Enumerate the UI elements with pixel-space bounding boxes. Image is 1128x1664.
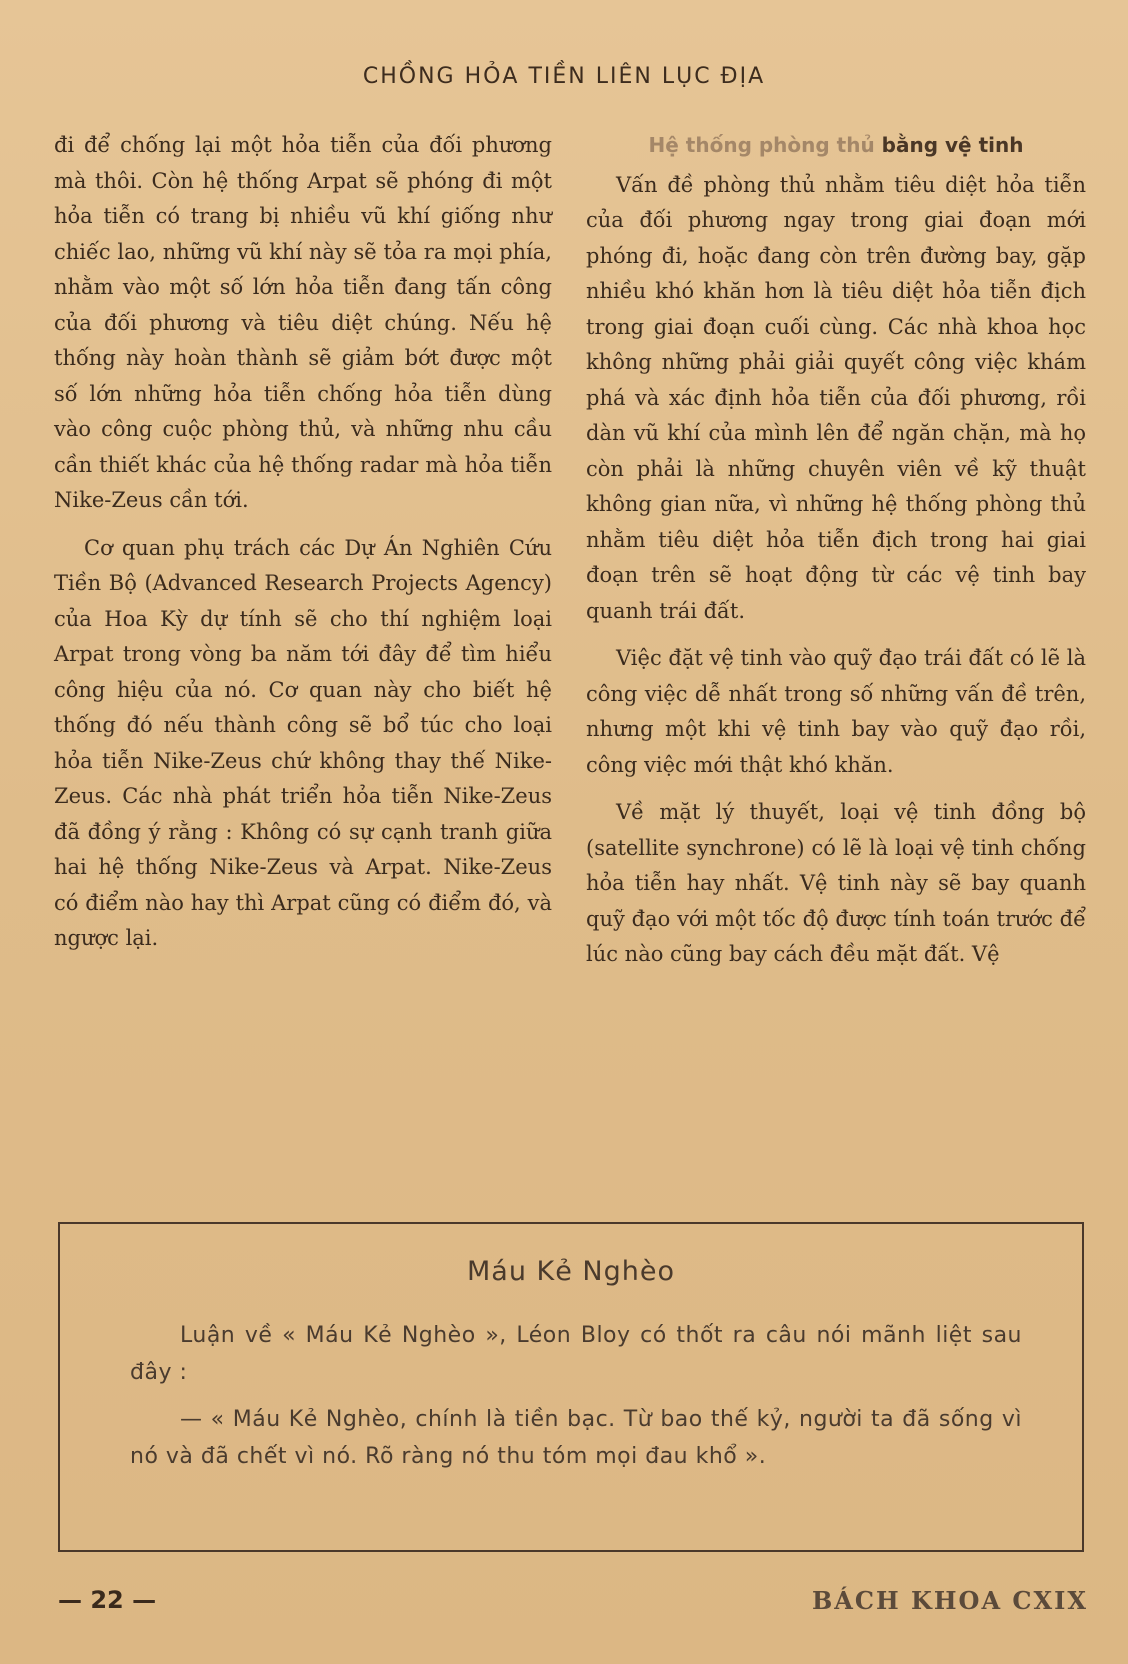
- right-paragraph-2: Việc đặt vệ tinh vào quỹ đạo trái đất có lẽ là công việc dễ nhất trong số những vấn đề trên, nhưng một khi vệ tinh bay vào quỹ đạo rồi, công việc mới thật khó khăn.: [586, 646, 1086, 777]
- boxed-quote: [58, 1222, 1084, 1552]
- subheading-faded-text: Hệ thống phòng thủ: [648, 133, 875, 157]
- right-paragraph-1: Vấn đề phòng thủ nhằm tiêu diệt hỏa tiễn của đối phương ngay trong giai đoạn mới phóng đi, hoặc đang còn trên đường bay, gặp nhiều khó khăn hơn là tiêu diệt hỏa tiễn địch trong giai đoạn cuối cùng. Các nhà khoa học không những phải giải quyết công việc khám phá và xác định hỏa tiễn của đối phương, rồi dàn vũ khí của mình lên để ngăn chặn, mà họ còn phải là những chuyên viên về kỹ thuật không gian nữa, vì những hệ thống phòng thủ nhằm tiêu diệt hỏa tiễn địch trong hai giai đoạn trên sẽ hoạt động từ các vệ tinh bay quanh trái đất.: [586, 172, 1086, 623]
- right-column: [586, 128, 1086, 985]
- box-title: Máu Kẻ Nghèo: [466, 1256, 675, 1287]
- running-title: CHỒNG HỎA TIỀN LIÊN LỤC ĐỊA: [362, 64, 766, 89]
- page-number: — 22 —: [58, 1586, 157, 1614]
- left-paragraph-2: Cơ quan phụ trách các Dự Án Nghiên Cứu Tiền Bộ (Advanced Research Projects Agency) của Hoa Kỳ dự tính sẽ cho thí nghiệm loại Arpat trong vòng ba năm tới đây để tìm hiểu công hiệu của nó. Cơ quan này cho biết hệ thống đó nếu thành công sẽ bổ túc cho loại hỏa tiễn Nike-Zeus chứ không thay thế Nike-Zeus. Các nhà phát triển hỏa tiễn Nike-Zeus đã đồng ý rằng : Không có sự cạnh tranh giữa hai hệ thống Nike-Zeus và Arpat. Nike-Zeus có điểm nào hay thì Arpat cũng có điểm đó, và ngược lại.: [54, 535, 552, 950]
- box-paragraph-1: Luận về « Máu Kẻ Nghèo », Léon Bloy có thốt ra câu nói mãnh liệt sau đây :: [130, 1323, 1022, 1385]
- box-paragraph-2: — « Máu Kẻ Nghèo, chính là tiền bạc. Từ bao thế kỷ, người ta đã sống vì nó và đã chết vì nó. Rõ ràng nó thu tóm mọi đau khổ ».: [130, 1407, 1022, 1469]
- subheading-bold-text: bằng vệ tinh: [881, 133, 1024, 157]
- magazine-issue-label: BÁCH KHOA CXIX: [811, 1586, 1088, 1615]
- left-paragraph-1: đi để chống lại một hỏa tiễn của đối phương mà thôi. Còn hệ thống Arpat sẽ phóng đi một hỏa tiễn có trang bị nhiều vũ khí giống như chiếc lao, những vũ khí này sẽ tỏa ra mọi phía, nhằm vào một số lớn hỏa tiễn đang tấn công của đối phương và tiêu diệt chúng. Nếu hệ thống này hoàn thành sẽ giảm bớt được một số lớn những hỏa tiễn chống hỏa tiễn dùng vào công cuộc phòng thủ, và những nhu cầu cần thiết khác của hệ thống radar mà hỏa tiễn Nike-Zeus cần tới.: [54, 133, 552, 512]
- box-body: [130, 1317, 1022, 1475]
- left-column: [54, 128, 552, 969]
- right-paragraph-3: Về mặt lý thuyết, loại vệ tinh đồng bộ (satellite synchrone) có lẽ là loại vệ tinh chống hỏa tiễn hay nhất. Vệ tinh này sẽ bay quanh quỹ đạo với một tốc độ được tính toán trước để lúc nào cũng bay cách đều mặt đất. Vệ: [586, 800, 1086, 966]
- section-subheading: [586, 128, 1086, 164]
